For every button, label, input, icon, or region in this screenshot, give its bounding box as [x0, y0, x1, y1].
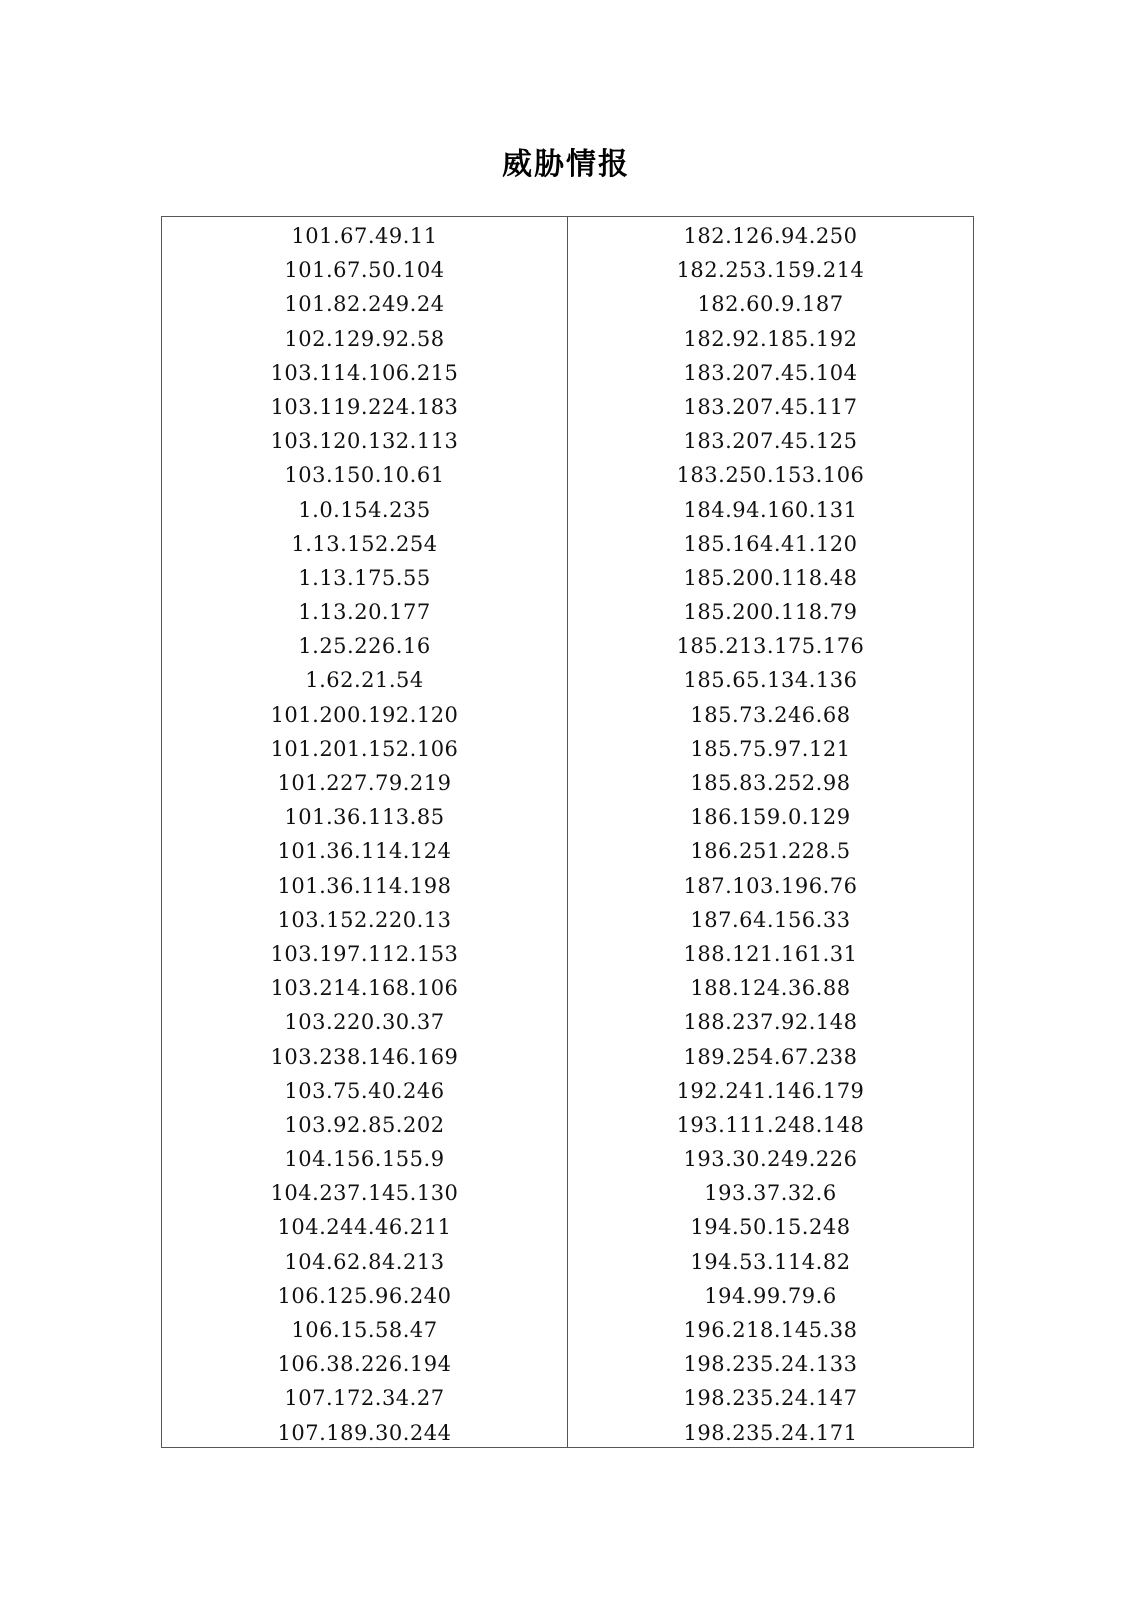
- ip-address-cell: 103.120.132.113: [270, 429, 459, 454]
- ip-column-left: [162, 217, 568, 1447]
- page-title: 威胁情报: [502, 147, 630, 182]
- ip-address-cell: 103.214.168.106: [270, 976, 459, 1001]
- ip-address-cell: 186.251.228.5: [690, 839, 851, 864]
- ip-address-cell: 198.235.24.133: [683, 1352, 858, 1377]
- ip-address-cell: 102.129.92.58: [284, 326, 445, 351]
- ip-address-cell: 103.119.224.183: [270, 394, 459, 419]
- ip-address-cell: 185.164.41.120: [683, 531, 858, 556]
- ip-address-cell: 1.13.152.254: [291, 531, 438, 556]
- ip-address-cell: 1.0.154.235: [298, 497, 431, 522]
- ip-address-cell: 187.64.156.33: [690, 907, 851, 932]
- ip-address-cell: 185.200.118.48: [683, 565, 858, 590]
- ip-address-cell: 183.207.45.117: [683, 394, 858, 419]
- ip-address-cell: 106.15.58.47: [291, 1318, 438, 1342]
- ip-address-cell: 106.38.226.194: [277, 1352, 452, 1377]
- ip-address-cell: 101.201.152.106: [270, 736, 459, 761]
- ip-address-cell: 193.30.249.226: [683, 1147, 858, 1172]
- ip-address-cell: 103.75.40.246: [284, 1078, 445, 1103]
- ip-address-cell: 101.36.114.124: [277, 839, 452, 864]
- ip-address-cell: 107.172.34.27: [284, 1386, 445, 1411]
- ip-address-cell: 187.103.196.76: [683, 873, 858, 898]
- ip-address-cell: 188.124.36.88: [690, 976, 851, 1001]
- ip-address-cell: 183.250.153.106: [676, 463, 865, 488]
- ip-address-cell: 1.62.21.54: [305, 668, 424, 693]
- ip-address-cell: 104.237.145.130: [270, 1181, 459, 1206]
- ip-address-cell: 101.67.49.11: [291, 224, 438, 248]
- ip-address-cell: 101.200.192.120: [270, 702, 459, 727]
- ip-column-right: [568, 217, 973, 1447]
- ip-address-cell: 101.36.114.198: [277, 873, 452, 898]
- ip-address-cell: 182.126.94.250: [683, 224, 858, 248]
- ip-address-cell: 182.253.159.214: [676, 258, 865, 283]
- ip-address-cell: 1.13.175.55: [298, 565, 431, 590]
- ip-address-cell: 185.65.134.136: [683, 668, 858, 693]
- ip-address-cell: 185.75.97.121: [690, 736, 851, 761]
- ip-address-cell: 198.235.24.147: [683, 1386, 858, 1411]
- ip-address-cell: 104.62.84.213: [284, 1249, 445, 1274]
- ip-address-cell: 183.207.45.125: [683, 429, 858, 454]
- ip-address-cell: 101.227.79.219: [277, 771, 452, 795]
- ip-address-cell: 104.156.155.9: [284, 1147, 445, 1172]
- ip-address-cell: 192.241.146.179: [676, 1078, 865, 1103]
- ip-address-cell: 188.121.161.31: [683, 941, 858, 966]
- ip-address-cell: 101.82.249.24: [284, 292, 445, 317]
- ip-address-cell: 193.37.32.6: [704, 1181, 837, 1206]
- ip-address-cell: 185.83.252.98: [690, 771, 851, 795]
- ip-address-cell: 185.73.246.68: [690, 702, 851, 727]
- ip-address-cell: 103.92.85.202: [284, 1112, 445, 1137]
- ip-address-cell: 185.200.118.79: [683, 600, 858, 625]
- ip-address-cell: 188.237.92.148: [683, 1010, 858, 1035]
- ip-address-cell: 104.244.46.211: [277, 1215, 452, 1240]
- ip-address-cell: 103.238.146.169: [270, 1044, 459, 1069]
- ip-address-cell: 103.152.220.13: [277, 907, 452, 932]
- ip-address-cell: 101.36.113.85: [284, 805, 445, 830]
- ip-address-cell: 106.125.96.240: [277, 1283, 452, 1308]
- ip-address-cell: 184.94.160.131: [683, 497, 858, 522]
- ip-address-cell: 1.25.226.16: [298, 634, 431, 659]
- ip-address-cell: 189.254.67.238: [683, 1044, 858, 1069]
- ip-address-cell: 182.92.185.192: [683, 326, 858, 351]
- ip-address-cell: 103.220.30.37: [284, 1010, 445, 1035]
- ip-address-cell: 183.207.45.104: [683, 360, 858, 385]
- ip-address-cell: 103.197.112.153: [270, 941, 459, 966]
- ip-address-cell: 194.99.79.6: [704, 1283, 837, 1308]
- ip-address-cell: 198.235.24.171: [683, 1420, 858, 1445]
- ip-address-cell: 186.159.0.129: [690, 805, 851, 830]
- ip-address-cell: 182.60.9.187: [697, 292, 844, 317]
- ip-address-cell: 194.50.15.248: [690, 1215, 851, 1240]
- ip-address-cell: 1.13.20.177: [298, 600, 431, 625]
- ip-address-cell: 101.67.50.104: [284, 258, 445, 283]
- ip-address-cell: 107.189.30.244: [277, 1420, 452, 1445]
- ip-address-cell: 185.213.175.176: [676, 634, 865, 659]
- ip-address-cell: 194.53.114.82: [690, 1249, 851, 1274]
- ip-address-cell: 103.114.106.215: [270, 360, 459, 385]
- ip-address-cell: 196.218.145.38: [683, 1318, 858, 1342]
- ip-address-cell: 103.150.10.61: [284, 463, 445, 488]
- ip-address-cell: 193.111.248.148: [676, 1112, 865, 1137]
- ip-address-table: [161, 216, 974, 1448]
